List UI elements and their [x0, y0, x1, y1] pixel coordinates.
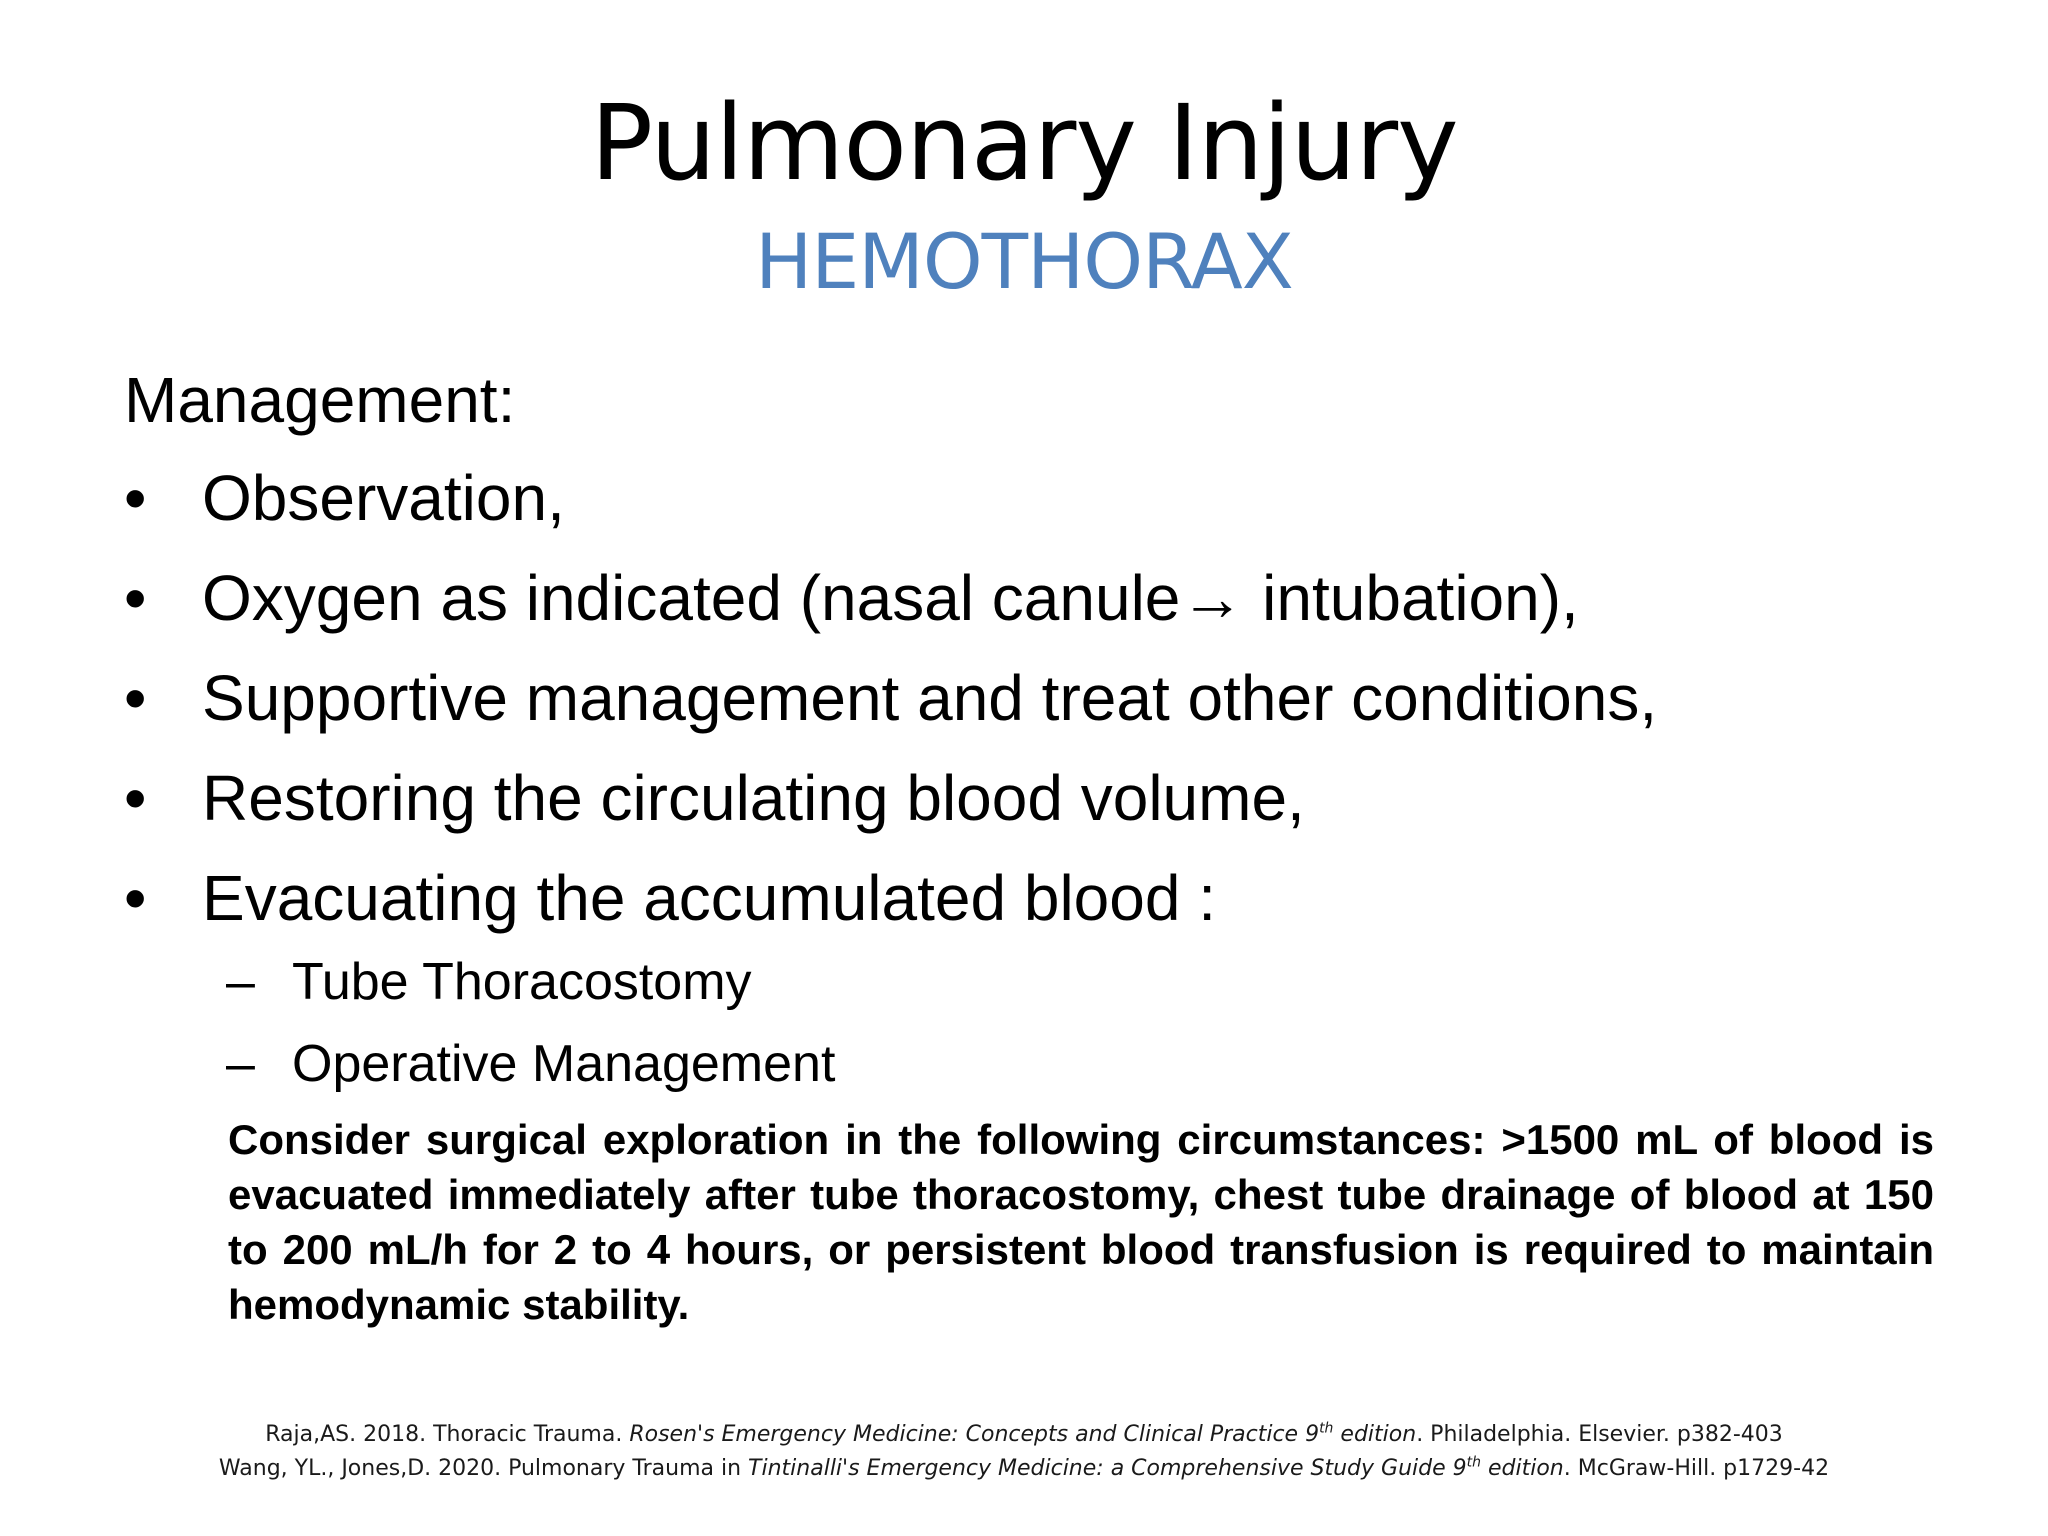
- list-item: [124, 858, 1657, 958]
- reference-publisher: . Philadelphia. Elsevier. p382-403: [1416, 1422, 1783, 1447]
- reference-source: Tintinalli's Emergency Medicine: a Comprehensive Study Guide 9: [748, 1456, 1467, 1481]
- list-item: [124, 458, 1657, 558]
- bullet-marker: •: [124, 562, 147, 634]
- reference-text: Raja,AS. 2018. Thoracic Trauma.: [265, 1422, 630, 1447]
- reference-publisher: . McGraw-Hill. p1729-42: [1563, 1456, 1830, 1481]
- bullet-marker: •: [124, 762, 147, 834]
- list-item: [124, 558, 1657, 658]
- management-list: [124, 458, 1657, 958]
- sub-list-item: [226, 1032, 835, 1114]
- list-item-text: Restoring the circulating blood volume,: [202, 762, 1305, 834]
- dash-marker: –: [226, 1035, 255, 1093]
- slide-title: Pulmonary Injury: [590, 82, 1458, 204]
- bullet-marker: •: [124, 662, 147, 734]
- reference-edition: edition: [1481, 1456, 1564, 1481]
- list-item-text: Observation,: [202, 462, 565, 534]
- evacuation-sublist: [226, 950, 835, 1114]
- reference-sup: th: [1466, 1454, 1481, 1471]
- management-heading: Management:: [124, 364, 516, 436]
- surgical-exploration-note: Consider surgical exploration in the following circumstances: >1500 mL of blood is evacuated immediately after tube thoracostomy, chest tube drainage of blood at 150 to 200 mL/h for 2 to 4 hours, or persistent blood transfusion is required to maintain hemodynamic stability.: [228, 1116, 1934, 1328]
- reference-sup: th: [1319, 1420, 1334, 1437]
- references: [0, 1418, 2048, 1486]
- reference-source: Rosen's Emergency Medicine: Concepts and Clinical Practice 9: [629, 1422, 1320, 1447]
- list-item-text: Evacuating the accumulated blood :: [202, 862, 1216, 934]
- list-item: [124, 758, 1657, 858]
- sub-list-item-text: Operative Management: [292, 1035, 836, 1093]
- list-item-text: Supportive management and treat other conditions,: [202, 662, 1658, 734]
- sub-list-item: [226, 950, 835, 1032]
- slide-subtitle: HEMOTHORAX: [755, 217, 1293, 306]
- dash-marker: –: [226, 953, 255, 1011]
- list-item: [124, 658, 1657, 758]
- reference-edition: edition: [1333, 1422, 1417, 1447]
- bullet-marker: •: [124, 862, 147, 934]
- reference-line: [0, 1418, 2048, 1452]
- reference-line: [0, 1452, 2048, 1486]
- reference-text: Wang, YL., Jones,D. 2020. Pulmonary Trauma in: [218, 1456, 749, 1481]
- list-item-text: Oxygen as indicated (nasal canule→ intubation),: [202, 562, 1579, 634]
- sub-list-item-text: Tube Thoracostomy: [292, 953, 752, 1011]
- bullet-marker: •: [124, 462, 147, 534]
